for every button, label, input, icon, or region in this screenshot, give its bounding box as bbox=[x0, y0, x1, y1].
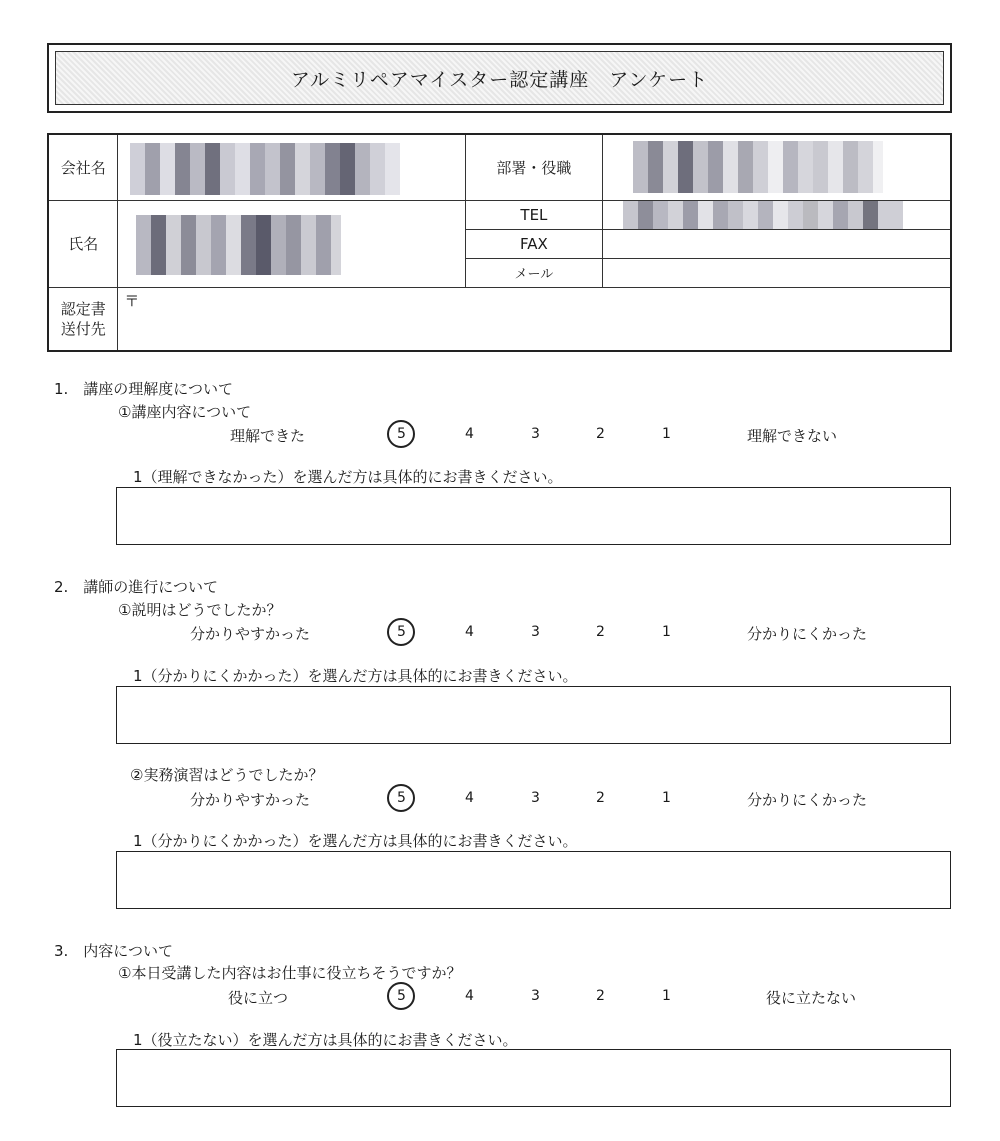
question-2-1-prompt: ①説明はどうでしたか？ bbox=[118, 601, 282, 619]
dept-label: 部署・役職 bbox=[465, 134, 603, 200]
scale-option-3[interactable]: 3 bbox=[531, 988, 540, 1004]
name-redaction bbox=[136, 215, 341, 275]
company-label: 会社名 bbox=[48, 134, 118, 200]
mail-label: メール bbox=[465, 258, 603, 287]
scale-option-4[interactable]: 4 bbox=[465, 790, 474, 806]
scale-option-4[interactable]: 4 bbox=[465, 426, 474, 442]
question-1-1-answer-box[interactable] bbox=[116, 487, 951, 545]
tel-field[interactable] bbox=[603, 200, 951, 229]
question-2-1-left-label: 分かりやすかった bbox=[190, 625, 311, 643]
address-label: 認定書送付先 bbox=[48, 287, 118, 351]
question-3-1-answer-box[interactable] bbox=[116, 1049, 951, 1107]
question-2-1-answer-box[interactable] bbox=[116, 686, 951, 744]
question-1-1-note: 1（理解できなかった）を選んだ方は具体的にお書きください。 bbox=[133, 468, 563, 486]
scale-option-2[interactable]: 2 bbox=[596, 988, 605, 1004]
question-2-2-note: 1（分かりにくかかった）を選んだ方は具体的にお書きください。 bbox=[133, 832, 578, 850]
question-3-1-note: 1（役立たない）を選んだ方は具体的にお書きください。 bbox=[133, 1031, 518, 1049]
fax-field[interactable] bbox=[603, 229, 951, 258]
name-field[interactable] bbox=[118, 200, 465, 287]
postal-mark: 〒 bbox=[124, 291, 140, 310]
scale-option-5[interactable]: 5 bbox=[397, 426, 406, 442]
question-1-1-right-label: 理解できない bbox=[747, 427, 838, 445]
question-2-1-note: 1（分かりにくかかった）を選んだ方は具体的にお書きください。 bbox=[133, 667, 578, 685]
scale-option-2[interactable]: 2 bbox=[596, 624, 605, 640]
company-field[interactable] bbox=[118, 134, 465, 200]
section-2-heading: 2. 講師の進行について bbox=[54, 578, 219, 596]
company-redaction bbox=[130, 143, 400, 195]
scale-option-4[interactable]: 4 bbox=[465, 624, 474, 640]
scale-option-2[interactable]: 2 bbox=[596, 426, 605, 442]
section-1-heading: 1. 講座の理解度について bbox=[54, 380, 234, 398]
question-2-2-right-label: 分かりにくかった bbox=[747, 791, 868, 809]
applicant-info-table bbox=[47, 133, 952, 352]
question-2-1-right-label: 分かりにくかった bbox=[747, 625, 868, 643]
form-title: アルミリペアマイスター認定講座 アンケート bbox=[55, 51, 944, 105]
question-2-2-answer-box[interactable] bbox=[116, 851, 951, 909]
scale-option-1[interactable]: 1 bbox=[662, 988, 671, 1004]
scale-option-2[interactable]: 2 bbox=[596, 790, 605, 806]
question-3-1-left-label: 役に立つ bbox=[228, 989, 289, 1007]
name-label: 氏名 bbox=[48, 200, 118, 287]
scale-option-5[interactable]: 5 bbox=[397, 988, 406, 1004]
scale-option-1[interactable]: 1 bbox=[662, 426, 671, 442]
title-frame bbox=[47, 43, 952, 113]
scale-option-5[interactable]: 5 bbox=[397, 790, 406, 806]
question-1-1-left-label: 理解できた bbox=[230, 427, 306, 445]
address-field[interactable] bbox=[118, 287, 951, 351]
scale-option-3[interactable]: 3 bbox=[531, 624, 540, 640]
scale-option-3[interactable]: 3 bbox=[531, 426, 540, 442]
tel-redaction bbox=[623, 201, 903, 229]
dept-field[interactable] bbox=[603, 134, 951, 200]
question-2-2-prompt: ②実務演習はどうでしたか？ bbox=[130, 766, 324, 784]
tel-label: TEL bbox=[465, 200, 603, 229]
scale-option-4[interactable]: 4 bbox=[465, 988, 474, 1004]
dept-redaction bbox=[633, 141, 883, 193]
section-3-heading: 3. 内容について bbox=[54, 942, 174, 960]
fax-label: FAX bbox=[465, 229, 603, 258]
scale-option-1[interactable]: 1 bbox=[662, 790, 671, 806]
scale-option-5[interactable]: 5 bbox=[397, 624, 406, 640]
question-3-1-right-label: 役に立たない bbox=[766, 989, 857, 1007]
mail-field[interactable] bbox=[603, 258, 951, 287]
question-2-2-left-label: 分かりやすかった bbox=[190, 791, 311, 809]
question-3-1-prompt: ①本日受講した内容はお仕事に役立ちそうですか？ bbox=[118, 964, 462, 982]
scale-option-1[interactable]: 1 bbox=[662, 624, 671, 640]
scale-option-3[interactable]: 3 bbox=[531, 790, 540, 806]
question-1-1-prompt: ①講座内容について bbox=[118, 403, 252, 421]
